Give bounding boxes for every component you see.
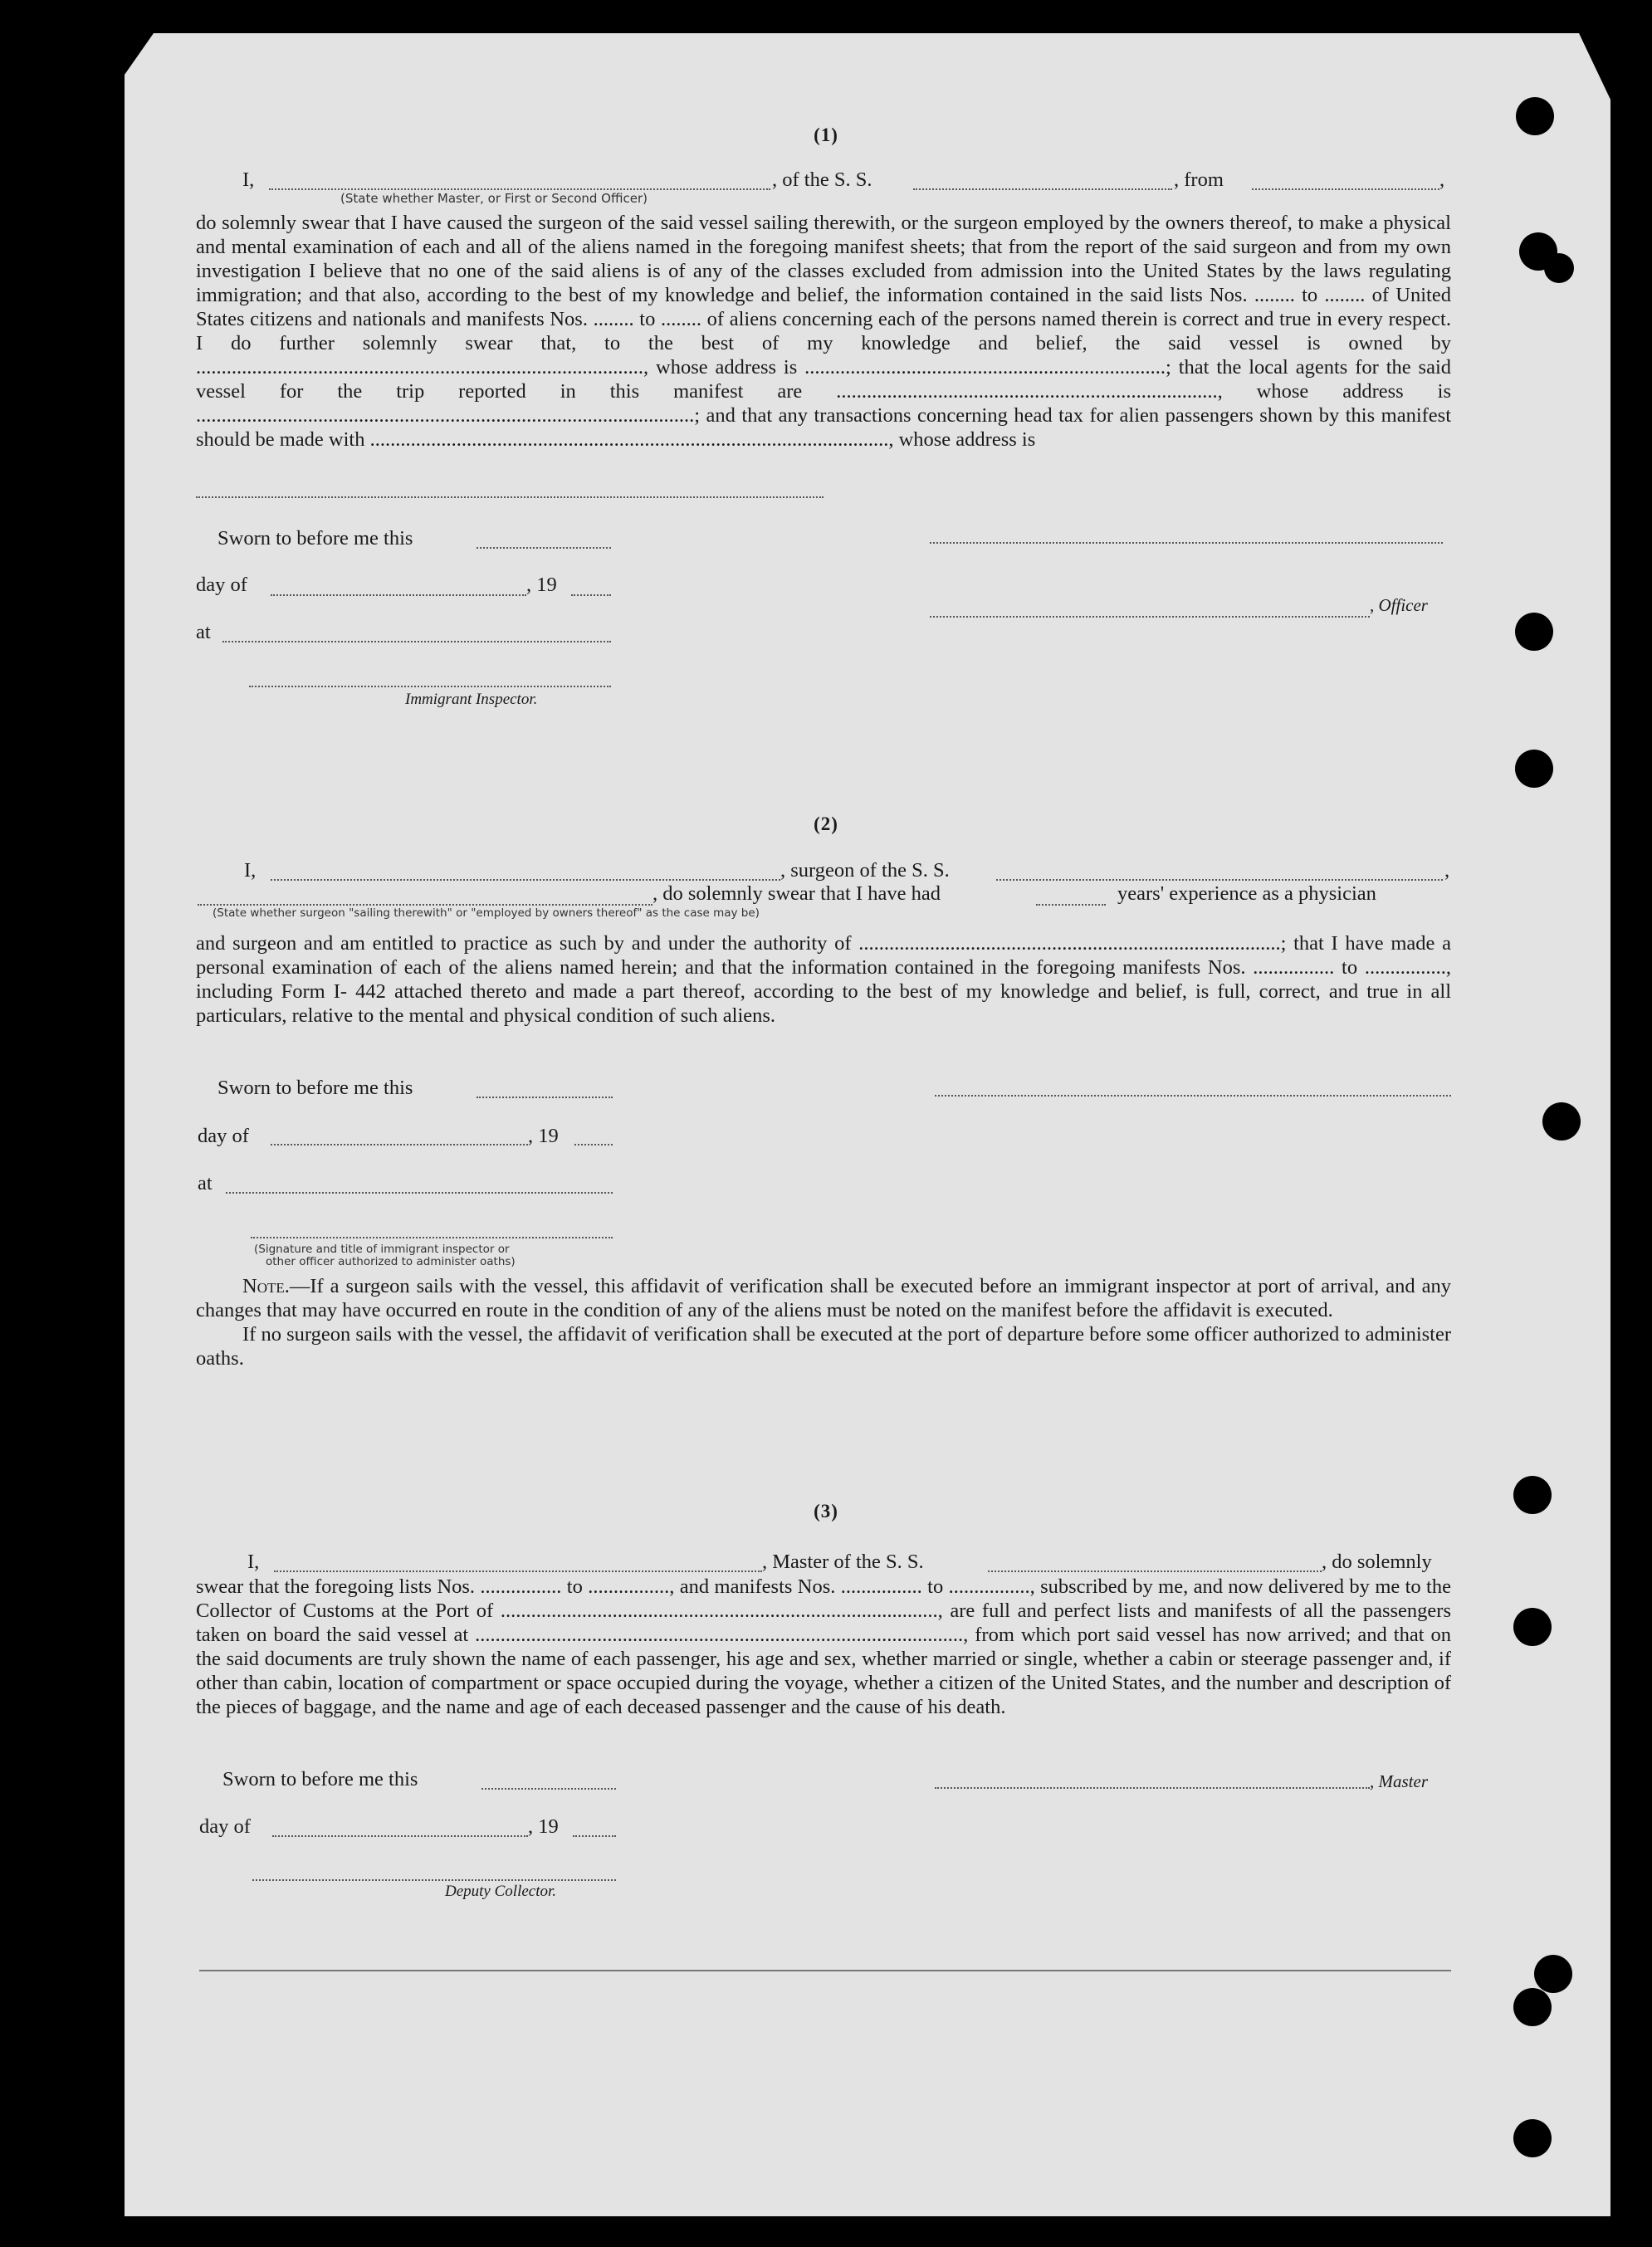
month-field[interactable] — [271, 594, 526, 596]
years-experience-label: years' experience as a physician — [1117, 882, 1376, 905]
master-title: , Master — [1370, 1771, 1428, 1791]
day-of-label: day of — [199, 1815, 251, 1838]
do-solemnly-label: , do solemnly — [1322, 1551, 1432, 1573]
at-label: at — [198, 1172, 213, 1194]
surgeon-vessel-field[interactable] — [996, 879, 1443, 881]
officer-signature-line[interactable] — [930, 542, 1443, 544]
year-label: , 19 — [528, 1125, 559, 1147]
punch-hole — [1513, 1608, 1552, 1646]
surgeon-name-field[interactable] — [271, 879, 780, 881]
surgeon-signature-line[interactable] — [935, 1095, 1451, 1097]
day-of-label: day of — [196, 574, 247, 596]
officer-rank-field[interactable] — [269, 188, 770, 190]
surgeon-status-caption: (State whether surgeon "sailing therewith" or "employed by owners thereof" as the case may be) — [213, 906, 760, 920]
collector-signature-line[interactable] — [252, 1879, 616, 1881]
signature-caption-line-2: other officer authorized to administer oaths) — [266, 1255, 516, 1268]
section-2-number: (2) — [814, 813, 838, 834]
month-field[interactable] — [272, 1835, 528, 1837]
year-field[interactable] — [571, 594, 611, 596]
master-name-field[interactable] — [274, 1570, 762, 1572]
swear-had-label: , do solemnly swear that I have had — [652, 882, 941, 905]
year-field[interactable] — [574, 1144, 613, 1145]
surgeon-of-ss-label: , surgeon of the S. S. — [780, 859, 950, 882]
master-vessel-field[interactable] — [988, 1570, 1322, 1572]
line-comma: , — [1444, 859, 1450, 882]
master-intro-i: I, — [247, 1551, 260, 1573]
surgeon-status-field[interactable] — [198, 904, 652, 906]
surgeon-oath-text: and surgeon and am entitled to practice as such by and under the authority of ...................................................................................; that I have made a personal examination of each of the aliens named herein; and that the information contained in the foregoing manifests Nos. ................ to ................, including Form I- 442 attached thereto and made a part thereof, according to the best of my knowledge and belief, is full, correct, and true in all particulars, relative to the mental and physical condition of such aliens. — [196, 932, 1451, 1027]
punch-hole — [1513, 2119, 1552, 2157]
departure-port-field[interactable] — [1252, 188, 1439, 190]
inspector-signature-line[interactable] — [251, 1237, 613, 1238]
punch-hole — [1515, 750, 1553, 788]
line-comma: , — [1439, 169, 1445, 191]
place-field[interactable] — [222, 641, 611, 642]
punch-hole — [1515, 613, 1553, 651]
officer-name-line[interactable] — [930, 616, 1370, 618]
year-label: , 19 — [526, 574, 557, 596]
punch-hole — [1513, 1988, 1552, 2026]
of-ss-label: , of the S. S. — [772, 169, 872, 191]
from-label: , from — [1174, 169, 1224, 191]
sworn-date-field[interactable] — [477, 547, 611, 549]
collector-title: Deputy Collector. — [445, 1883, 557, 1900]
year-label: , 19 — [528, 1815, 559, 1838]
at-label: at — [196, 621, 211, 643]
master-manifest-oath-text: swear that the foregoing lists Nos. ................ to ................, and manifests Nos. ................ to ................, subscribed by me, and now delivered by me to the Collector of Customs at the Port of ......................................................................................, are full and perfect lists and manifests of all the passengers taken on board the said vessel at ................................................................................................, from which port said vessel has now arrived; and that on the said documents are truly shown the name of each passenger, his age and sex, whether married or single, whether a cabin or steerage passenger and, if other than cabin, location of compartment or space occupied during the voyage, whether a citizen of the United States, and the number and description of the pieces of baggage, and the name and age of each deceased passenger and the cause of his death. — [196, 1575, 1451, 1718]
master-oath-text: do solemnly swear that I have caused the surgeon of the said vessel sailing therewith, or the surgeon employed by the owners thereof, to make a physical and mental examination of each and all of the aliens named in the foregoing manifest sheets; that from the report of the said surgeon and from my own investigation I believe that no one of the said aliens is of any of the classes excluded from admission into the United States by the laws regulating immigration; and that also, according to the best of my knowledge and belief, the information contained in the said lists Nos. ........ to ........ of United States citizens and nationals and manifests Nos. ........ to ........ of aliens concerning each of the persons named therein is correct and true in every respect. I do further solemnly swear that, to the best of my knowledge and belief, the said vessel is owned by ........................................................................................, whose address is .......................................................................; that the local agents for the said vessel for the trip reported in this manifest are ..........................................................................., whose address is ..................................................................................................; and that any transactions concerning head tax for alien passengers shown by this manifest should be made with ......................................................................................................, whose address is — [196, 212, 1451, 451]
year-field[interactable] — [573, 1835, 616, 1837]
officer-rank-caption: (State whether Master, or First or Second Officer) — [340, 191, 648, 206]
inspector-signature-line[interactable] — [249, 686, 611, 687]
vessel-name-field[interactable] — [913, 188, 1172, 190]
sworn-label: Sworn to before me this — [222, 1768, 418, 1790]
punch-hole — [1544, 253, 1574, 283]
oath-intro-i: I, — [242, 169, 255, 191]
years-field[interactable] — [1036, 904, 1106, 906]
place-field[interactable] — [226, 1192, 613, 1194]
surgeon-intro-i: I, — [244, 859, 257, 882]
month-field[interactable] — [271, 1144, 528, 1145]
signature-caption-line-1: (Signature and title of immigrant inspector or — [254, 1243, 510, 1256]
inspector-title: Immigrant Inspector. — [405, 691, 538, 708]
officer-title: , Officer — [1370, 595, 1428, 615]
master-of-ss-label: , Master of the S. S. — [762, 1551, 924, 1573]
note-label: Note. — [242, 1275, 290, 1297]
sworn-date-field[interactable] — [481, 1788, 616, 1790]
note-text: Note.—If a surgeon sails with the vessel, this affidavit of verification shall be executed before an immigrant inspector at port of arrival, and any changes that may have occurred en route in the condition of any of the aliens must be noted on the manifest before the affidavit is executed. If no surgeon sails with the vessel, the affidavit of verification shall be executed at the port of departure before some officer authorized to administer oaths. — [196, 1275, 1451, 1370]
day-of-label: day of — [198, 1125, 249, 1147]
punch-hole — [1542, 1102, 1581, 1141]
bottom-rule — [199, 1970, 1451, 1971]
punch-hole — [1534, 1955, 1572, 1993]
master-signature-line[interactable] — [935, 1787, 1370, 1789]
sworn-label: Sworn to before me this — [217, 1077, 413, 1099]
sworn-label: Sworn to before me this — [217, 527, 413, 550]
section-3-number: (3) — [814, 1501, 838, 1522]
sworn-date-field[interactable] — [477, 1097, 613, 1098]
section-1-number: (1) — [814, 125, 838, 145]
address-line-field[interactable] — [196, 496, 824, 498]
